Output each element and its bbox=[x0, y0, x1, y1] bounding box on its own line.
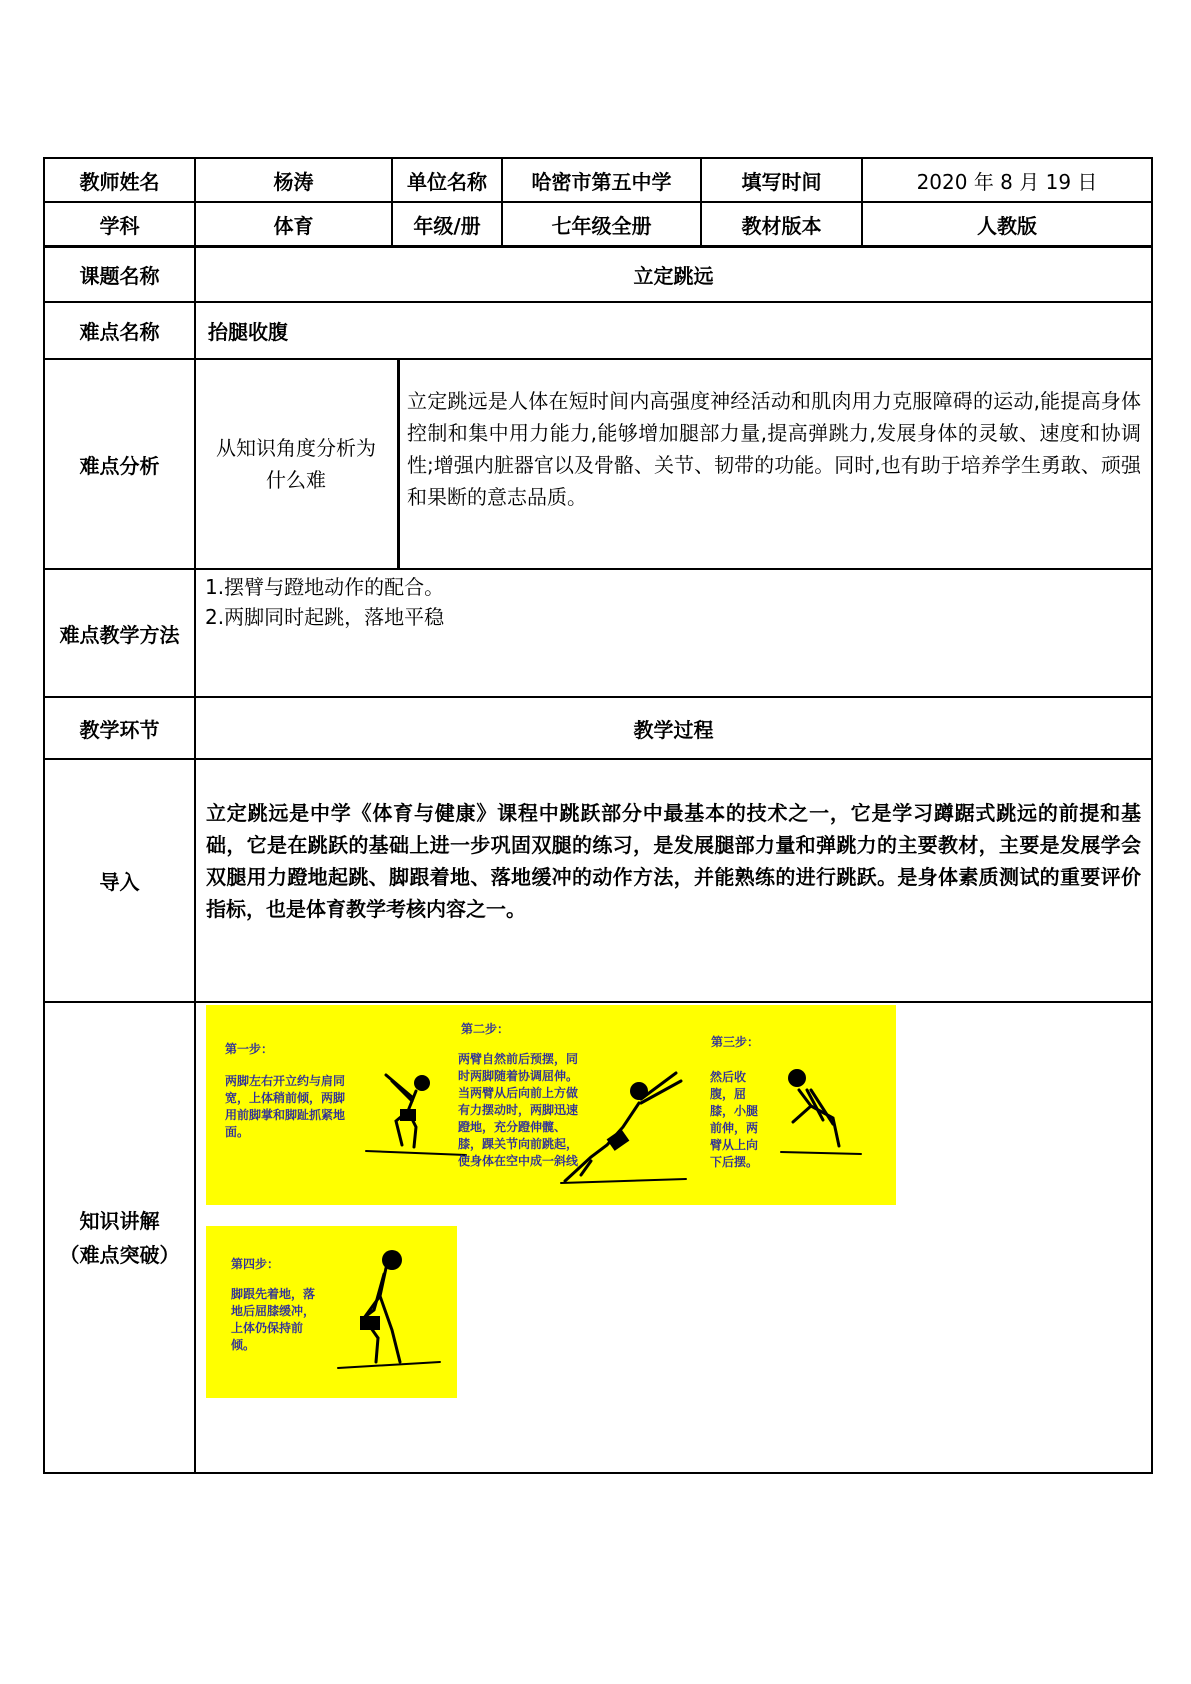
column-divider bbox=[194, 159, 196, 1472]
row-divider bbox=[45, 568, 1151, 570]
analysis-label: 难点分析 bbox=[79, 453, 160, 478]
process-header: 教学过程 bbox=[633, 717, 714, 742]
subject-value: 体育 bbox=[273, 213, 314, 238]
step4-text: 脚跟先着地，落地后屈膝缓冲，上体仍保持前倾。 bbox=[231, 1287, 316, 1352]
flight-figure-illustration bbox=[771, 1050, 871, 1170]
unit-name-value: 哈密市第五中学 bbox=[531, 169, 672, 194]
fill-time-value: 2020 年 8 月 19 日 bbox=[916, 169, 1098, 194]
step1-text: 两脚左右开立约与肩同宽，上体稍前倾，两脚用前脚掌和脚趾抓紧地面。 bbox=[225, 1074, 346, 1139]
unit-name-label: 单位名称 bbox=[407, 169, 487, 194]
method-item: 2.两脚同时起跳，落地平稳 bbox=[205, 605, 445, 629]
analysis-sub-label: 从知识角度分析为什么难 bbox=[216, 436, 376, 492]
difficulty-label: 难点名称 bbox=[79, 320, 160, 344]
row-divider bbox=[45, 758, 1151, 760]
row-divider bbox=[45, 1001, 1151, 1003]
knowledge-label-line1: 知识讲解 bbox=[79, 1208, 160, 1233]
intro-label: 导入 bbox=[99, 870, 140, 894]
step2-text: 两臂自然前后预摆，同时两脚随着协调屈伸。当两臂从后向前上方做有力摆动时，两脚迅速蹬地，充分蹬伸髋、膝，踝关节向前跳起，使身体在空中成一斜线 bbox=[458, 1052, 579, 1168]
method-item: 1.摆臂与蹬地动作的配合。 bbox=[205, 575, 445, 599]
step2-title: 第二步： bbox=[461, 1022, 510, 1036]
edition-label: 教材版本 bbox=[741, 213, 822, 238]
column-divider bbox=[397, 358, 400, 568]
landing-illustration-panel bbox=[206, 1226, 457, 1398]
fill-time-label: 填写时间 bbox=[741, 169, 822, 194]
teacher-name-label: 教师姓名 bbox=[79, 169, 160, 194]
topic-value: 立定跳远 bbox=[633, 264, 714, 288]
stage-header: 教学环节 bbox=[79, 717, 160, 742]
landing-figure-illustration bbox=[338, 1238, 448, 1378]
edition-value: 人教版 bbox=[977, 213, 1037, 238]
topic-label: 课题名称 bbox=[79, 264, 160, 288]
step4-title: 第四步： bbox=[231, 1257, 280, 1271]
analysis-text: 立定跳远是人体在短时间内高强度神经活动和肌肉用力克服障碍的运动,能提高身体控制和集中用力能力,能够增加腿部力量,提高弹跳力,发展身体的灵敏、速度和协调性;增强内脏器官以及骨骼、关节、韧带的功能。同时,也有助于培养学生勇敢、顽强和果断的意志品质。 bbox=[407, 389, 1141, 509]
grade-label: 年级/册 bbox=[413, 213, 481, 238]
knowledge-label-line2: （难点突破） bbox=[59, 1242, 180, 1267]
step3-text: 然后收腹，屈膝，小腿前伸，两臂从上向下后摆。 bbox=[710, 1070, 759, 1169]
lesson-plan-table bbox=[43, 157, 1153, 1474]
teacher-name-value: 杨涛 bbox=[273, 169, 314, 194]
crouch-figure-illustration bbox=[366, 1067, 466, 1157]
knowledge-label bbox=[45, 1003, 194, 1472]
step3-title: 第三步： bbox=[711, 1035, 760, 1049]
takeoff-figure-illustration bbox=[561, 1065, 711, 1185]
subject-label: 学科 bbox=[99, 213, 140, 238]
intro-text: 立定跳远是中学《体育与健康》课程中跳跃部分中最基本的技术之一，它是学习蹲踞式跳远的前提和基础，它是在跳跃的基础上进一步巩固双腿的练习，是发展腿部力量和弹跳力的主要教材，主要是发展学会双腿用力蹬地起跳、脚跟着地、落地缓冲的动作方法，并能熟练的进行跳跃。是身体素质测试的重要评价指标，也是体育教学考核内容之一。 bbox=[206, 801, 1141, 921]
difficulty-value: 抬腿收腹 bbox=[208, 320, 288, 344]
step1-title: 第一步： bbox=[225, 1042, 274, 1056]
method-label: 难点教学方法 bbox=[59, 622, 180, 647]
steps-illustration-panel bbox=[206, 1005, 896, 1205]
grade-value: 七年级全册 bbox=[551, 213, 652, 238]
